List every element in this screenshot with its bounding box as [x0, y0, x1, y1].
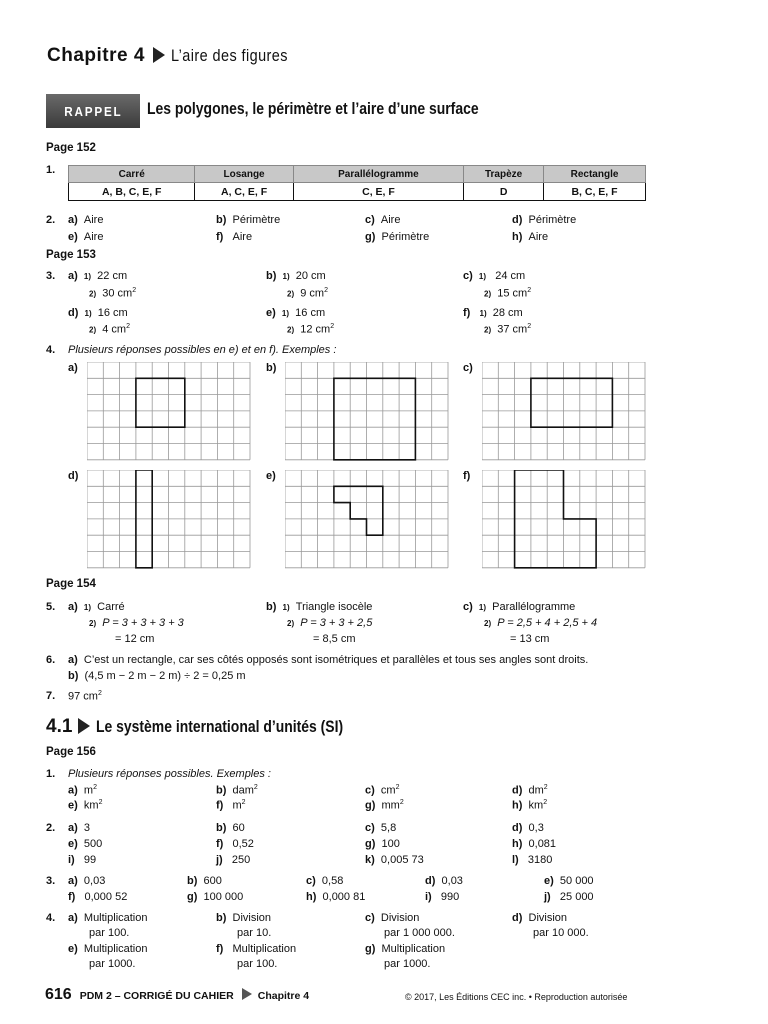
answer-text: 25 000 — [559, 891, 594, 903]
answer-text: Division — [232, 912, 272, 924]
table-cell: D — [464, 183, 544, 201]
grid-a — [87, 362, 251, 462]
answer-item: e) $km^2$ — [68, 799, 103, 812]
answer-item: a) $m^2$ — [68, 784, 97, 797]
answer-text: Division — [380, 912, 420, 924]
answer-item: g) $mm^2$ — [365, 799, 404, 812]
answer-text: Aire — [232, 231, 253, 243]
footer — [45, 986, 309, 1004]
answer-text: P = 2,5 + 4 + 2,5 + 4 — [497, 617, 598, 629]
chapter-label: Chapitre 4 — [47, 45, 145, 66]
chapter-title: L’aire des figures — [170, 46, 288, 65]
answer-text: 30 cm — [102, 287, 133, 300]
q1-table — [68, 165, 646, 201]
grid-e — [285, 470, 449, 570]
answer-item: b) Périmètre — [216, 214, 281, 226]
figure-outline — [136, 378, 185, 427]
answer-item: e) 500 — [68, 838, 103, 850]
page-label: Page 154 — [46, 578, 96, 590]
answer-text: Aire — [528, 231, 549, 243]
answer-text: 500 — [83, 838, 103, 850]
answer-item: a) C’est un rectangle, car ses côtés opposés sont isométriques et parallèles et tous ses angles sont droits. — [68, 654, 589, 666]
answer-text: 9 cm — [300, 287, 325, 300]
play-arrow-icon — [78, 718, 90, 734]
answer-text: km — [83, 799, 99, 812]
answer-item: 2) 30 $cm^2$ — [89, 287, 137, 300]
grid-label: a) — [68, 362, 78, 374]
answer-item: b) 600 — [187, 875, 222, 887]
answer-text: = 8,5 cm — [313, 633, 356, 645]
answer-item: h) $km^2$ — [512, 799, 548, 812]
answer-text: 0,000 81 — [322, 891, 366, 903]
answer-item: a) 1) Carré — [68, 601, 125, 613]
answer-text: par 1000. — [384, 958, 431, 970]
answer-text: 4 cm — [102, 323, 127, 336]
answer-item: f) 0,000 52 — [68, 891, 128, 903]
answer-item: e) 1) 16 cm — [266, 307, 326, 319]
answer-text: 3180 — [527, 854, 553, 866]
answer-item: b) 60 — [216, 822, 245, 834]
answer-item: f) 0,52 — [216, 838, 254, 850]
answer-text: Périmètre — [381, 231, 430, 243]
answer-text: 990 — [440, 891, 460, 903]
answer-item: b) Division — [216, 912, 272, 924]
answer-text: par 100. — [89, 927, 130, 939]
grid-b — [285, 362, 449, 462]
answer-text: 250 — [231, 854, 251, 866]
answer-text: = 12 cm — [115, 633, 155, 645]
answer-item: 2) 9 $cm^2$ — [287, 287, 328, 300]
answer-item: a) 3 — [68, 822, 91, 834]
table-header: Rectangle — [544, 166, 646, 183]
answer-text: km — [528, 799, 544, 812]
answer-text: 37 cm — [497, 323, 528, 336]
answer-text: Multiplication — [83, 912, 148, 924]
answer-item: d) 1) 16 cm — [68, 307, 128, 319]
book-title: PDM 2 – CORRIGÉ DU CAHIER — [79, 990, 234, 1002]
answer-text: mm — [381, 799, 400, 812]
answer-item: f) Aire — [216, 231, 253, 243]
answer-item: d) Périmètre — [512, 214, 577, 226]
answer-text: par 10 000. — [533, 927, 589, 939]
answer-text: (4,5 m − 2 m − 2 m) ÷ 2 = 0,25 m — [84, 670, 246, 682]
answer-text: Triangle isocèle — [295, 601, 373, 613]
answer-text: 16 cm — [295, 307, 326, 319]
answer-text: par 10. — [237, 927, 272, 939]
answer-text: P = 3 + 3 + 2,5 — [300, 617, 373, 629]
answer-text: par 1 000 000. — [384, 927, 455, 939]
footer-chapter: Chapitre 4 — [257, 990, 310, 1002]
table-header: Losange — [195, 166, 293, 183]
answer-item: c) 1) Parallélogramme — [463, 601, 576, 613]
section-number: 4.1 — [46, 716, 73, 737]
answer-text: Aire — [83, 231, 104, 243]
answer-text: dam — [232, 784, 254, 797]
table-header: Carré — [69, 166, 195, 183]
page-label: Page 152 — [46, 142, 96, 154]
question-number: 1. — [46, 164, 56, 176]
answer-text: 3 — [83, 822, 91, 834]
answer-item: h) 0,081 — [512, 838, 557, 850]
answer-item: c) Division — [365, 912, 420, 924]
table-header-row — [69, 166, 646, 183]
page-label: Page 156 — [46, 746, 96, 758]
answer-item: a) Aire — [68, 214, 104, 226]
answer-item: h) 0,000 81 — [306, 891, 366, 903]
table-cell: C, E, F — [293, 183, 463, 201]
answer-text: 60 — [232, 822, 245, 834]
answer-item: j) 250 — [216, 854, 251, 866]
question-number: 7. — [46, 690, 56, 702]
answer-text: 0,081 — [528, 838, 557, 850]
question-number: 2. — [46, 214, 56, 226]
answer-text: cm — [380, 784, 396, 797]
answer-text: Multiplication — [232, 943, 297, 955]
answer-text: 24 cm — [495, 270, 526, 282]
answer-item: f) Multiplication — [216, 943, 297, 955]
answer-text: 100 000 — [203, 891, 244, 903]
rappel-badge — [46, 94, 140, 128]
answer-text: Carré — [97, 601, 125, 613]
answer-item: b) (4,5 m − 2 m − 2 m) ÷ 2 = 0,25 m — [68, 670, 246, 682]
answer-item: e) Multiplication — [68, 943, 148, 955]
question-number: 5. — [46, 601, 56, 613]
answer-item: e) 50 000 — [544, 875, 594, 887]
answer-item: i) 990 — [425, 891, 460, 903]
answer-text: 0,03 — [83, 875, 106, 887]
answer-text: 16 cm — [97, 307, 128, 319]
answer-text: 5,8 — [380, 822, 397, 834]
answer-item: d) 0,03 — [425, 875, 463, 887]
answer-item: b) 1) Triangle isocèle — [266, 601, 373, 613]
figure-outline — [334, 486, 383, 535]
answer-item: c) $cm^2$ — [365, 784, 400, 797]
answer-item: b) dam$^2$ — [216, 784, 258, 797]
answer-item: d) 0,3 — [512, 822, 544, 834]
table-row — [69, 183, 646, 201]
table-cell: A, C, E, F — [195, 183, 293, 201]
question-number: 2. — [46, 822, 56, 834]
grid-c — [482, 362, 646, 462]
grid-label: d) — [68, 470, 79, 482]
grid-d — [87, 470, 251, 570]
answer-item: g) Périmètre — [365, 231, 430, 243]
rappel-title: Les polygones, le périmètre et l’aire d’une surface — [147, 99, 479, 118]
section-title — [147, 99, 551, 119]
answer-item: 2) 37 $cm^2$ — [484, 323, 532, 336]
question-number: 3. — [46, 875, 56, 887]
answer-text: 0,52 — [232, 838, 254, 850]
q4-intro: Plusieurs réponses possibles en e) et en f). Exemples : — [68, 344, 337, 356]
answer-text: 0,005 73 — [380, 854, 424, 866]
table-header: Trapèze — [464, 166, 544, 183]
answer-item: h) Aire — [512, 231, 549, 243]
answer-text: 12 cm — [300, 323, 331, 336]
answer-text: m — [232, 799, 242, 812]
question-number: 6. — [46, 654, 56, 666]
answer-text: 97 cm — [68, 690, 98, 703]
answer-item: 2) 12 $cm^2$ — [287, 323, 335, 336]
answer-text: Aire — [83, 214, 104, 226]
answer-text: Multiplication — [83, 943, 148, 955]
answer-text: 50 000 — [559, 875, 594, 887]
answer-item: j) 25 000 — [544, 891, 594, 903]
figure-outline — [334, 378, 416, 460]
table-cell: A, B, C, E, F — [69, 183, 195, 201]
answer-text: par 1000. — [89, 958, 136, 970]
answer-item: 2) 4 $cm^2$ — [89, 323, 130, 336]
grid-label: e) — [266, 470, 276, 482]
answer-text: 20 cm — [295, 270, 326, 282]
answer-item: c) 1) 24 cm — [463, 270, 526, 282]
play-arrow-icon — [153, 47, 165, 63]
answer-item: g) 100 — [365, 838, 400, 850]
answer-text: 99 — [83, 854, 97, 866]
answer-text: 0,3 — [528, 822, 544, 834]
grid-label: c) — [463, 362, 473, 374]
answer-text: 0,000 52 — [84, 891, 128, 903]
answer-text: par 100. — [237, 958, 278, 970]
grid-label: f) — [463, 470, 471, 482]
figure-outline — [531, 378, 613, 427]
answer-item: i) 99 — [68, 854, 97, 866]
answer-item: c) 0,58 — [306, 875, 344, 887]
grid-label: b) — [266, 362, 277, 374]
answer-item: c) 5,8 — [365, 822, 397, 834]
answer-item: a) 1) 22 cm — [68, 270, 128, 282]
chapter-heading — [47, 45, 308, 67]
answer-text: Périmètre — [528, 214, 577, 226]
page-number: 616 — [45, 986, 72, 1003]
question-number: 3. — [46, 270, 56, 282]
answer-item: 2) 15 $cm^2$ — [484, 287, 532, 300]
rappel-badge-text: RAPPEL — [63, 103, 123, 119]
question-number: 4. — [46, 912, 56, 924]
table-cell: B, C, E, F — [544, 183, 646, 201]
answer-text: 0,03 — [441, 875, 463, 887]
play-arrow-icon — [242, 988, 252, 1000]
section-title: Le système international d’unités (SI) — [96, 717, 344, 736]
answer-item: g) Multiplication — [365, 943, 446, 955]
answer-text: 100 — [381, 838, 400, 850]
answer-item: 2) P = 3 + 3 + 3 + 3 — [89, 617, 184, 629]
answer-text: Parallélogramme — [492, 601, 576, 613]
answer-item: d) $dm^2$ — [512, 784, 548, 797]
grid-f — [482, 470, 646, 570]
answer-item: d) Division — [512, 912, 568, 924]
answer-item: c) Aire — [365, 214, 401, 226]
answer-text: C’est un rectangle, car ses côtés opposés sont isométriques et parallèles et tous ses angles sont droits. — [83, 654, 589, 666]
copyright: © 2017, Les Éditions CEC inc. • Reproduction autorisée — [405, 992, 628, 1002]
answer-item: 2) P = 3 + 3 + 2,5 — [287, 617, 373, 629]
answer-text: P = 3 + 3 + 3 + 3 — [102, 617, 184, 629]
answer-item: f) 1) 28 cm — [463, 307, 523, 319]
s1-intro: Plusieurs réponses possibles. Exemples : — [68, 768, 271, 780]
answer-text: Périmètre — [232, 214, 281, 226]
answer-text: Aire — [380, 214, 401, 226]
answer-item: a) 0,03 — [68, 875, 106, 887]
answer-text: 22 cm — [97, 270, 128, 282]
answer-text: = 13 cm — [510, 633, 550, 645]
answer-text: m — [83, 784, 94, 797]
answer-item: 2) P = 2,5 + 4 + 2,5 + 4 — [484, 617, 598, 629]
answer-item: 97 $cm^2$ — [68, 690, 102, 703]
answer-item: g) 100 000 — [187, 891, 244, 903]
answer-item: a) Multiplication — [68, 912, 148, 924]
answer-item: b) 1) 20 cm — [266, 270, 326, 282]
answer-item: k) 0,005 73 — [365, 854, 424, 866]
answer-text: 600 — [203, 875, 222, 887]
answer-item: l) 3180 — [512, 854, 553, 866]
section-heading — [46, 716, 398, 738]
answer-text: Division — [528, 912, 568, 924]
answer-text: 28 cm — [492, 307, 523, 319]
question-number: 4. — [46, 344, 56, 356]
table-header: Parallélogramme — [293, 166, 463, 183]
answer-item: f) $m^2$ — [216, 799, 246, 812]
answer-item: e) Aire — [68, 231, 104, 243]
answer-text: 0,58 — [321, 875, 344, 887]
answer-text: Multiplication — [381, 943, 446, 955]
question-number: 1. — [46, 768, 56, 780]
answer-text: 15 cm — [497, 287, 528, 300]
page-label: Page 153 — [46, 249, 96, 261]
answer-text: dm — [528, 784, 544, 797]
